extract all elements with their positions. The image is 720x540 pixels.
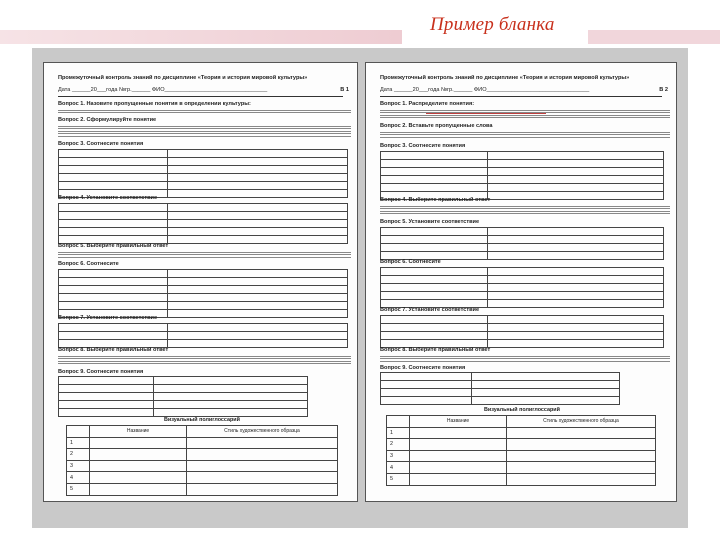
glossary-row: 3 <box>387 450 656 462</box>
question-3-title: Вопрос 3. Соотнесите понятия <box>58 141 144 147</box>
form-heading: Промежуточный контроль знаний по дисциплине «Теория и история мировой культуры» <box>58 75 308 81</box>
matching-table <box>380 372 620 405</box>
glossary-row: 5 <box>67 483 338 495</box>
text-lines <box>380 130 670 134</box>
glossary-row: 2 <box>387 439 656 451</box>
matching-table <box>58 149 348 198</box>
text-lines <box>58 354 351 358</box>
question-3-title: Вопрос 3. Соотнесите понятия <box>380 143 466 149</box>
matching-table <box>380 267 664 308</box>
date-line: Дата ______20___года №гр.______ ФИО_________________________________ <box>380 87 590 93</box>
form-heading: Промежуточный контроль знаний по дисциплине «Теория и история мировой культуры» <box>380 75 630 81</box>
form-page-variant-1 <box>43 62 358 502</box>
glossary-title: Визуальный полиглоссарий <box>484 407 560 413</box>
text-lines <box>380 108 670 112</box>
question-9-title: Вопрос 9. Соотнесите понятия <box>380 365 466 371</box>
variant-marker: В 1 <box>340 87 349 93</box>
glossary-row: 1 <box>387 427 656 439</box>
matching-table <box>380 227 664 260</box>
glossary-title: Визуальный полиглоссарий <box>164 417 240 423</box>
glossary-row: 5 <box>387 473 656 485</box>
date-line: Дата ______20___года №гр.______ ФИО_________________________________ <box>58 87 268 93</box>
question-5-title: Вопрос 5. Выберите правильный ответ <box>58 243 169 249</box>
glossary-col-style: Стиль художественного образца <box>187 426 338 438</box>
matching-table <box>58 323 348 348</box>
question-8-title: Вопрос 8. Выберите правильный ответ <box>58 347 169 353</box>
glossary-row: 4 <box>387 462 656 474</box>
red-underline <box>426 113 546 114</box>
decorative-bar-right <box>588 30 720 44</box>
question-1-title: Вопрос 1. Назовите пропущенные понятия в определении культуры: <box>58 101 251 107</box>
slide-title: Пример бланка <box>430 14 555 35</box>
glossary-row: 1 <box>67 437 338 449</box>
question-8-title: Вопрос 8. Выберите правильный ответ <box>380 347 491 353</box>
question-2-title: Вопрос 2. Вставьте пропущенные слова <box>380 123 493 129</box>
glossary-table <box>386 415 656 486</box>
glossary-row: 2 <box>67 449 338 461</box>
matching-table <box>380 151 664 200</box>
glossary-col-style: Стиль художественного образца <box>507 416 656 428</box>
text-lines <box>58 250 351 254</box>
glossary-col-name: Название <box>410 416 507 428</box>
question-4-title: Вопрос 4. Выберите правильный ответ <box>380 197 491 203</box>
header-divider <box>58 96 343 97</box>
matching-table <box>58 203 348 244</box>
question-9-title: Вопрос 9. Соотнесите понятия <box>58 369 144 375</box>
text-lines <box>58 108 351 112</box>
text-lines <box>58 124 351 128</box>
form-page-variant-2 <box>365 62 677 502</box>
question-6-title: Вопрос 6. Соотнесите <box>380 259 441 265</box>
matching-table <box>58 269 348 318</box>
text-lines <box>380 354 670 358</box>
variant-marker: В 2 <box>659 87 668 93</box>
matching-table <box>380 315 664 348</box>
question-7-title: Вопрос 7. Установите соответствие <box>58 315 158 321</box>
question-7-title: Вопрос 7. Установите соответствие <box>380 307 480 313</box>
header-divider <box>380 96 662 97</box>
decorative-bar <box>0 30 402 44</box>
glossary-row: 3 <box>67 460 338 472</box>
text-lines <box>380 204 670 208</box>
matching-table <box>58 376 308 417</box>
glossary-col-name: Название <box>90 426 187 438</box>
glossary-table <box>66 425 338 496</box>
question-1-title: Вопрос 1. Распределите понятия: <box>380 101 475 107</box>
question-4-title: Вопрос 4. Установите соответствие <box>58 195 158 201</box>
question-6-title: Вопрос 6. Соотнесите <box>58 261 119 267</box>
question-2-title: Вопрос 2. Сформулируйте понятие <box>58 117 157 123</box>
glossary-row: 4 <box>67 472 338 484</box>
question-5-title: Вопрос 5. Установите соответствие <box>380 219 480 225</box>
